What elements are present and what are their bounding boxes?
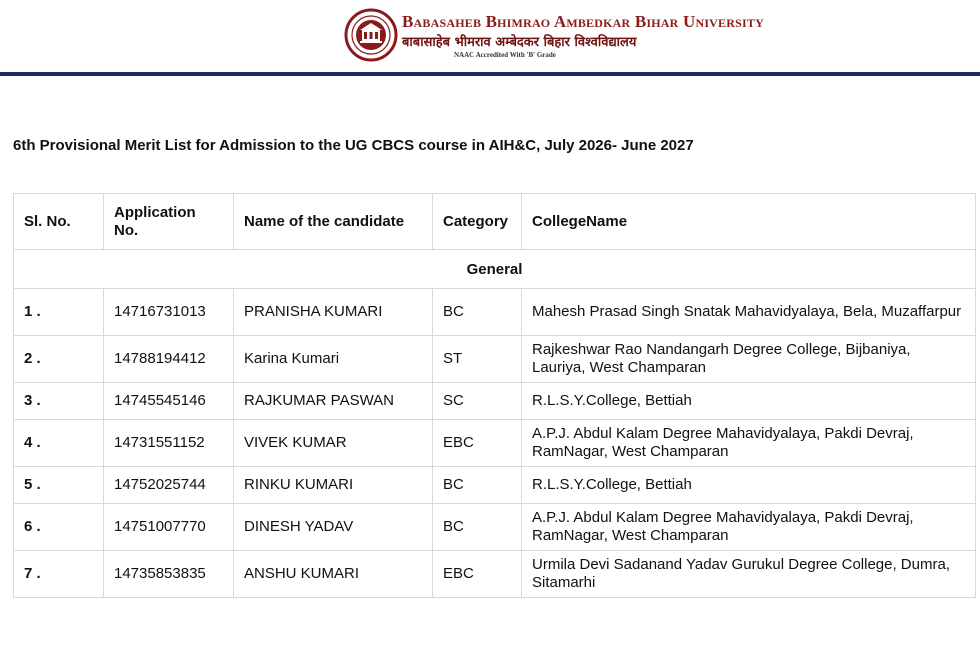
university-name-hindi: बाबासाहेब भीमराव अम्बेदकर बिहार विश्वविद्यालय bbox=[402, 35, 637, 50]
column-header-college-name: CollegeName bbox=[522, 194, 976, 250]
table-header-row bbox=[14, 194, 976, 250]
column-header-category: Category bbox=[433, 194, 522, 250]
candidate-name-cell: RAJKUMAR PASWAN bbox=[234, 383, 433, 420]
college-name-cell: A.P.J. Abdul Kalam Degree Mahavidyalaya, Pakdi Devraj, RamNagar, West Champaran bbox=[522, 504, 976, 551]
table-row bbox=[14, 551, 976, 598]
college-name-cell: R.L.S.Y.College, Bettiah bbox=[522, 383, 976, 420]
table-row bbox=[14, 420, 976, 467]
candidate-name-cell: RINKU KUMARI bbox=[234, 467, 433, 504]
college-name-cell: Mahesh Prasad Singh Snatak Mahavidyalaya, Bela, Muzaffarpur bbox=[522, 289, 976, 336]
category-cell: BC bbox=[433, 289, 522, 336]
group-row bbox=[14, 250, 976, 289]
sl-no-cell: 7 . bbox=[14, 551, 104, 598]
application-no-cell: 14788194412 bbox=[104, 336, 234, 383]
sl-no-cell: 4 . bbox=[14, 420, 104, 467]
category-cell: ST bbox=[433, 336, 522, 383]
candidate-name-cell: VIVEK KUMAR bbox=[234, 420, 433, 467]
page-title: 6th Provisional Merit List for Admission to the UG CBCS course in AIH&C, July 2026- June 2027 bbox=[13, 137, 694, 154]
category-cell: EBC bbox=[433, 551, 522, 598]
sl-no-cell: 5 . bbox=[14, 467, 104, 504]
college-name-cell: Urmila Devi Sadanand Yadav Gurukul Degree College, Dumra, Sitamarhi bbox=[522, 551, 976, 598]
site-header bbox=[0, 0, 980, 76]
sl-no-cell: 1 . bbox=[14, 289, 104, 336]
sl-no-cell: 6 . bbox=[14, 504, 104, 551]
table-row bbox=[14, 336, 976, 383]
university-name: Babasaheb Bhimrao Ambedkar Bihar University bbox=[402, 12, 764, 31]
table-row bbox=[14, 504, 976, 551]
sl-no-cell: 2 . bbox=[14, 336, 104, 383]
application-no-cell: 14745545146 bbox=[104, 383, 234, 420]
category-cell: BC bbox=[433, 504, 522, 551]
accreditation-note: NAAC Accredited With 'B' Grade bbox=[454, 51, 556, 59]
category-cell: BC bbox=[433, 467, 522, 504]
sl-no-cell: 3 . bbox=[14, 383, 104, 420]
candidate-name-cell: DINESH YADAV bbox=[234, 504, 433, 551]
application-no-cell: 14752025744 bbox=[104, 467, 234, 504]
table-row bbox=[14, 467, 976, 504]
university-logo[interactable] bbox=[344, 6, 764, 62]
application-no-cell: 14751007770 bbox=[104, 504, 234, 551]
college-name-cell: A.P.J. Abdul Kalam Degree Mahavidyalaya, Pakdi Devraj, RamNagar, West Champaran bbox=[522, 420, 976, 467]
college-name-cell: Rajkeshwar Rao Nandangarh Degree College, Bijbaniya, Lauriya, West Champaran bbox=[522, 336, 976, 383]
group-label: General bbox=[14, 250, 976, 289]
candidate-name-cell: Karina Kumari bbox=[234, 336, 433, 383]
table-row bbox=[14, 383, 976, 420]
column-header-candidate-name: Name of the candidate bbox=[234, 194, 433, 250]
category-cell: SC bbox=[433, 383, 522, 420]
application-no-cell: 14716731013 bbox=[104, 289, 234, 336]
application-no-cell: 14735853835 bbox=[104, 551, 234, 598]
candidate-name-cell: ANSHU KUMARI bbox=[234, 551, 433, 598]
application-no-cell: 14731551152 bbox=[104, 420, 234, 467]
header-divider bbox=[0, 72, 980, 76]
category-cell: EBC bbox=[433, 420, 522, 467]
candidate-name-cell: PRANISHA KUMARI bbox=[234, 289, 433, 336]
merit-list-table bbox=[13, 193, 976, 598]
column-header-sl-no: Sl. No. bbox=[14, 194, 104, 250]
column-header-application-no: Application No. bbox=[104, 194, 234, 250]
table-row bbox=[14, 289, 976, 336]
university-seal-icon bbox=[344, 8, 398, 62]
college-name-cell: R.L.S.Y.College, Bettiah bbox=[522, 467, 976, 504]
